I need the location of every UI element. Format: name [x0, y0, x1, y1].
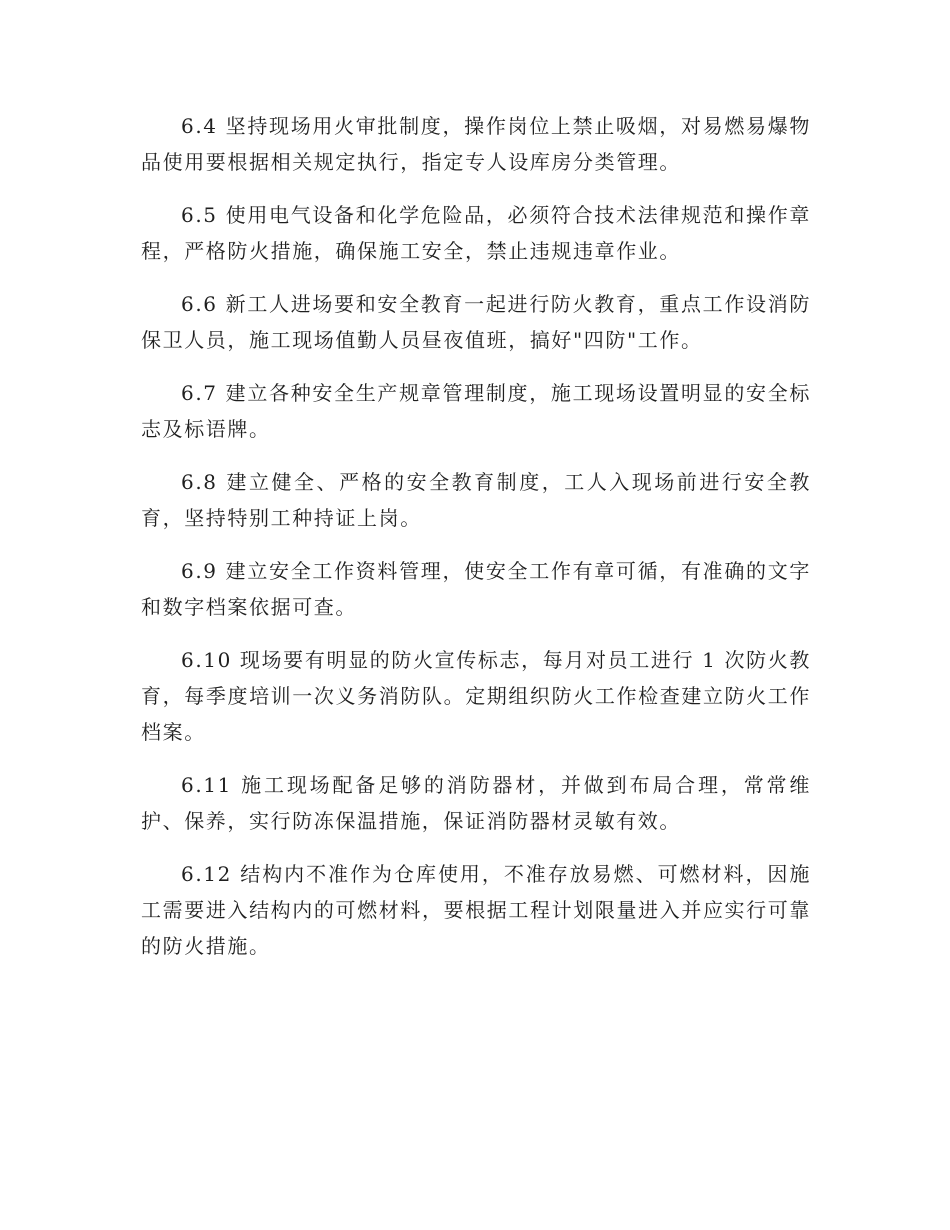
paragraph-6-9: 6.9 建立安全工作资料管理，使安全工作有章可循，有准确的文字和数字档案依据可查。: [141, 559, 811, 619]
paragraph-6-4: 6.4 坚持现场用火审批制度，操作岗位上禁止吸烟，对易燃易爆物品使用要根据相关规定执行，指定专人设库房分类管理。: [141, 114, 811, 174]
paragraph-6-12: 6.12 结构内不准作为仓库使用，不准存放易燃、可燃材料，因施工需要进入结构内的可燃材料，要根据工程计划限量进入并应实行可靠的防火措施。: [141, 862, 811, 958]
paragraph-6-10: 6.10 现场要有明显的防火宣传标志，每月对员工进行 1 次防火教育，每季度培训一次义务消防队。定期组织防火工作检查建立防火工作档案。: [141, 648, 811, 744]
paragraph-6-6: 6.6 新工人进场要和安全教育一起进行防火教育，重点工作设消防保卫人员，施工现场值勤人员昼夜值班，搞好"四防"工作。: [141, 292, 811, 352]
document-body: [141, 108, 811, 981]
paragraph-6-8: 6.8 建立健全、严格的安全教育制度，工人入现场前进行安全教育，坚持特别工种持证上岗。: [141, 470, 811, 530]
paragraph-6-5: 6.5 使用电气设备和化学危险品，必须符合技术法律规范和操作章程，严格防火措施，确保施工安全，禁止违规违章作业。: [141, 203, 811, 263]
paragraph-6-11: 6.11 施工现场配备足够的消防器材，并做到布局合理，常常维护、保养，实行防冻保温措施，保证消防器材灵敏有效。: [141, 773, 811, 833]
paragraph-6-7: 6.7 建立各种安全生产规章管理制度，施工现场设置明显的安全标志及标语牌。: [141, 381, 811, 441]
